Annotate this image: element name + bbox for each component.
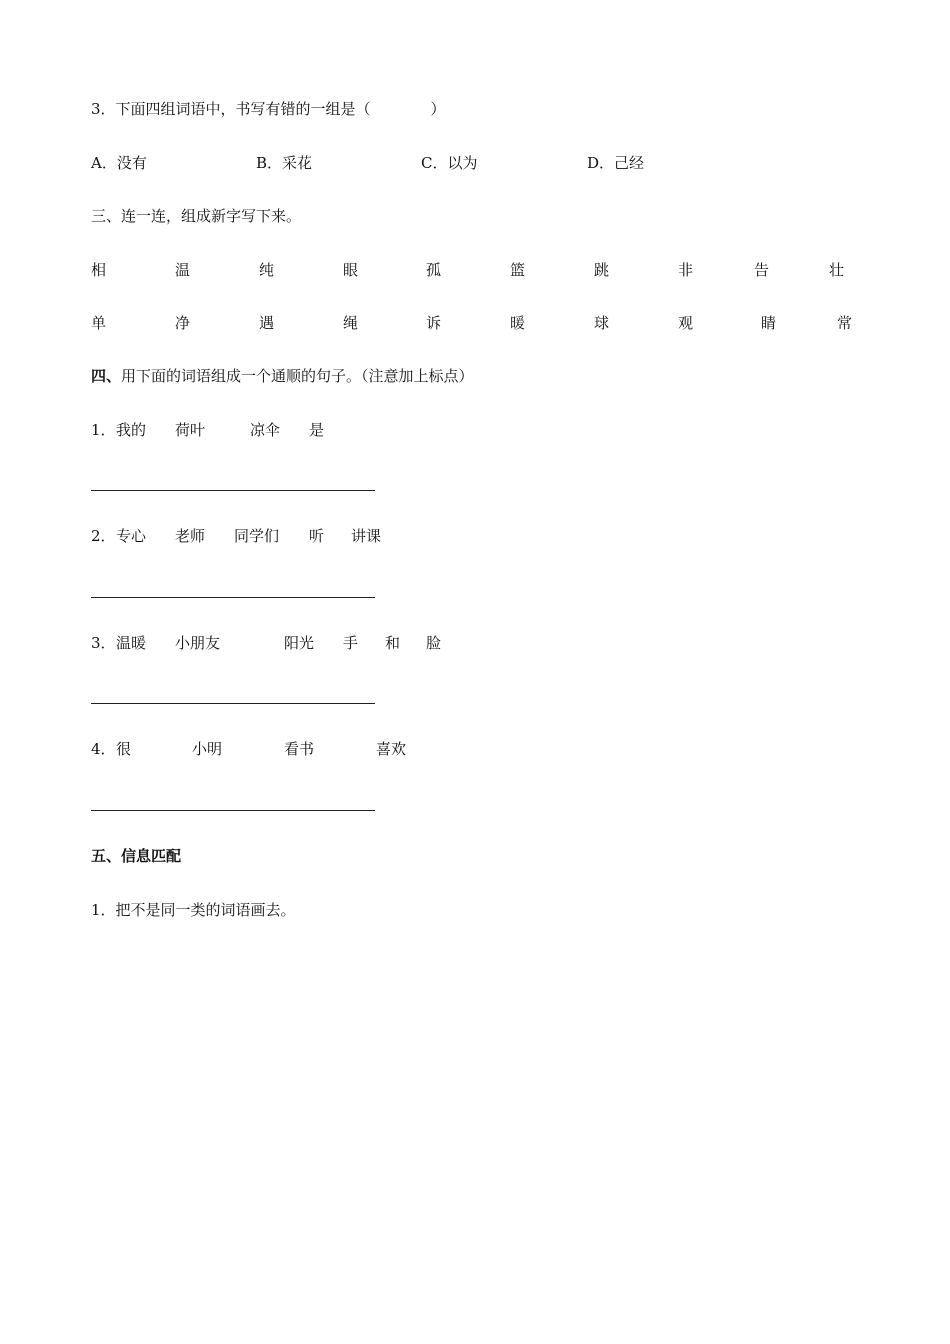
- word: 温暖: [116, 634, 147, 652]
- char-row2-item: 净: [175, 314, 191, 332]
- char-row1-item: 壮: [829, 261, 845, 279]
- char-row1-item: 告: [754, 261, 770, 279]
- char-row1-item: 眼: [343, 261, 359, 279]
- word: 看书: [284, 740, 315, 758]
- word: 凉伞: [250, 421, 281, 439]
- char-row2-item: 常: [837, 314, 853, 332]
- word: 脸: [426, 634, 442, 652]
- section3-title: 三、连一连，组成新字写下来。: [91, 207, 302, 225]
- char-row1-item: 孤: [426, 261, 442, 279]
- char-row2-item: 观: [678, 314, 694, 332]
- word: 小朋友: [175, 634, 221, 652]
- q3-stem: 3．下面四组词语中，书写有错的一组是（ ）: [91, 100, 446, 118]
- answer-line-2[interactable]: [91, 597, 375, 598]
- word: 老师: [175, 527, 206, 545]
- char-row2-item: 睛: [761, 314, 777, 332]
- answer-line-3[interactable]: [91, 703, 375, 704]
- char-row1-item: 相: [91, 261, 107, 279]
- char-row1-item: 纯: [259, 261, 275, 279]
- char-row2-item: 诉: [426, 314, 442, 332]
- char-row1-item: 温: [175, 261, 191, 279]
- word: 和: [385, 634, 401, 652]
- char-row2-item: 绳: [343, 314, 359, 332]
- q3-option-c: C．以为: [421, 154, 478, 172]
- answer-line-1[interactable]: [91, 490, 375, 491]
- word: 同学们: [234, 527, 280, 545]
- q3-option-b: B．采花: [256, 154, 313, 172]
- word: 很: [116, 740, 132, 758]
- section4-number: 四、: [91, 367, 122, 385]
- word: 喜欢: [376, 740, 407, 758]
- char-row2-item: 单: [91, 314, 107, 332]
- section4-title: [91, 366, 474, 386]
- char-row1-item: 非: [678, 261, 694, 279]
- char-row2-item: 球: [594, 314, 610, 332]
- word: 是: [309, 421, 325, 439]
- word: 小明: [192, 740, 223, 758]
- char-row2-item: 暖: [510, 314, 526, 332]
- q3-option-a: A．没有: [91, 154, 147, 172]
- word: 阳光: [284, 634, 315, 652]
- answer-line-4[interactable]: [91, 810, 375, 811]
- word: 我的: [116, 421, 147, 439]
- item-number: 4．: [91, 740, 116, 758]
- char-row2-item: 遇: [259, 314, 275, 332]
- word: 手: [343, 634, 359, 652]
- item-number: 2．: [91, 527, 116, 545]
- section5-title: 五、信息匹配: [91, 847, 182, 865]
- char-row1-item: 跳: [594, 261, 610, 279]
- word: 讲课: [351, 527, 382, 545]
- section4-instruction: 用下面的词语组成一个通顺的句子。（注意加上标点）: [121, 367, 474, 385]
- item-number: 1．: [91, 421, 116, 439]
- word: 听: [309, 527, 325, 545]
- char-row1-item: 篮: [510, 261, 526, 279]
- word: 专心: [116, 527, 147, 545]
- section5-item-1: 1．把不是同一类的词语画去。: [91, 901, 296, 919]
- q3-option-d: D．己经: [587, 154, 645, 172]
- item-number: 3．: [91, 634, 116, 652]
- word: 荷叶: [175, 421, 206, 439]
